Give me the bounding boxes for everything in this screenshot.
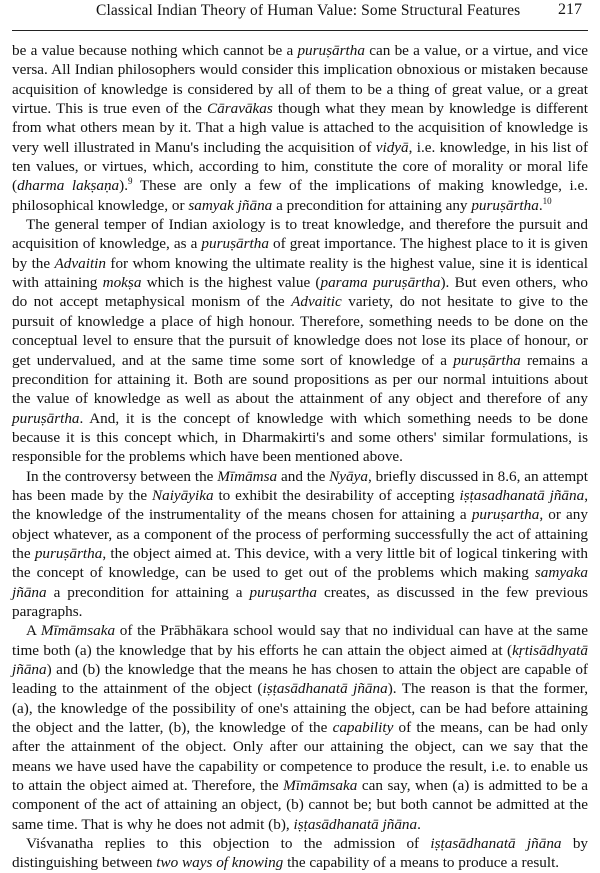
paragraph: The general temper of Indian axiology is to treat knowledge, and therefore the pursuit and acquisition of knowledge, as a puruṣārtha of great importance. The highest place to it is given by the Advaitin for whom knowing the ultimate reality is the highest value, sine it is identical with attaining mokṣa which is the highest value (parama puruṣārtha). But even others, who do not accept metaphysical monism of the Advaitic variety, do not hesitate to give to the pursuit of knowledge a place of high honour. Therefore, something needs to be done on the conceptual level to ensure that the pursuit of knowledge does not lose its place of honour, or get undervalued, and at the same time some sort of knowledge of a puruṣārtha remains a precondition for attaining it. Both are sound propositions as per our normal intuitions about the value of knowledge as well as about the attainment of any object and therefore of any puruṣārtha. And, it is the concept of knowledge with which something needs to be done because it is this concept which, in Dharmakirti's and some others' similar formulations, is responsible for the problems which have been mentioned above. [12, 216, 589, 466]
running-title: Classical Indian Theory of Human Value: Some Structural Features [96, 2, 521, 19]
body-text [12, 41, 588, 873]
page-number: 217 [558, 1, 582, 18]
paragraph: Viśvanatha replies to this objection to the admission of iṣṭasādhanatā jñāna by distinguishing between two ways of knowing the capability of a means to produce a result. [12, 835, 589, 872]
page-header [12, 0, 588, 31]
paragraph: be a value because nothing which cannot be a puruṣārtha can be a value, or a virtue, and vice versa. All Indian philosophers would consider this implication obnoxious or mistaken because acquisition of knowledge is considered by all of them to be a thing of great value, or a great virtue. This is true even of the Cāravākas though what they mean by knowledge is different from what others mean by it. That a high value is attached to the acquisition of knowledge is very well illustrated in Manu's including the acquisition of vidyā, i.e. knowledge, in his list of ten values, or virtues, which, according to him, constitute the core of morality or moral life (dharma lakṣaṇa).$^9$ These are only a few of the implications of making knowledge, i.e. philosophical knowledge, or samyak jñāna a precondition for attaining any puruṣārtha.$^{10}$ [12, 42, 589, 214]
paragraph: In the controversy between the Mīmāmsa and the Nyāya, briefly discussed in 8.6, an attempt has been made by the Naiyāyika to exhibit the desirability of accepting iṣṭasadhanatā jñāna, the knowledge of the instrumentality of the means chosen for attaining a puruṣartha, or any object whatever, as a component of the process of performing successfully the act of attaining the puruṣārtha, the object aimed at. This device, with a very little bit of logical tinkering with the concept of knowledge, can be used to get out of the problems which making samyaka jñāna a precondition for attaining a puruṣartha creates, as discussed in the few previous paragraphs. [12, 467, 589, 620]
paragraph: A Mīmāmsaka of the Prābhākara school would say that no individual can have at the same time both (a) the knowledge that by his efforts he can attain the object aimed at (kṛtisādhyatā jñāna) and (b) the knowledge that the means he has chosen to attain the object are capable of leading to the attainment of the object (iṣṭasādhanatā jñāna). The reason is that the former, (a), the knowledge of the possibility of one's attaining the object, can be had before attaining the object and the latter, (b), the knowledge of the capability of the means, can be had only after the attainment of the object. Only after our attaining the object, can we say that the means we have used have the capability or competence to produce the result, i.e. to enable us to attain the object aimed at. Therefore, the Mīmāmsaka can say, when (a) is admitted to be a component of the act of attaining an object, (b) cannot be; but both cannot be admitted at the same time. That is why he does not admit (b), iṣṭasādhanatā jñāna. [12, 622, 589, 833]
